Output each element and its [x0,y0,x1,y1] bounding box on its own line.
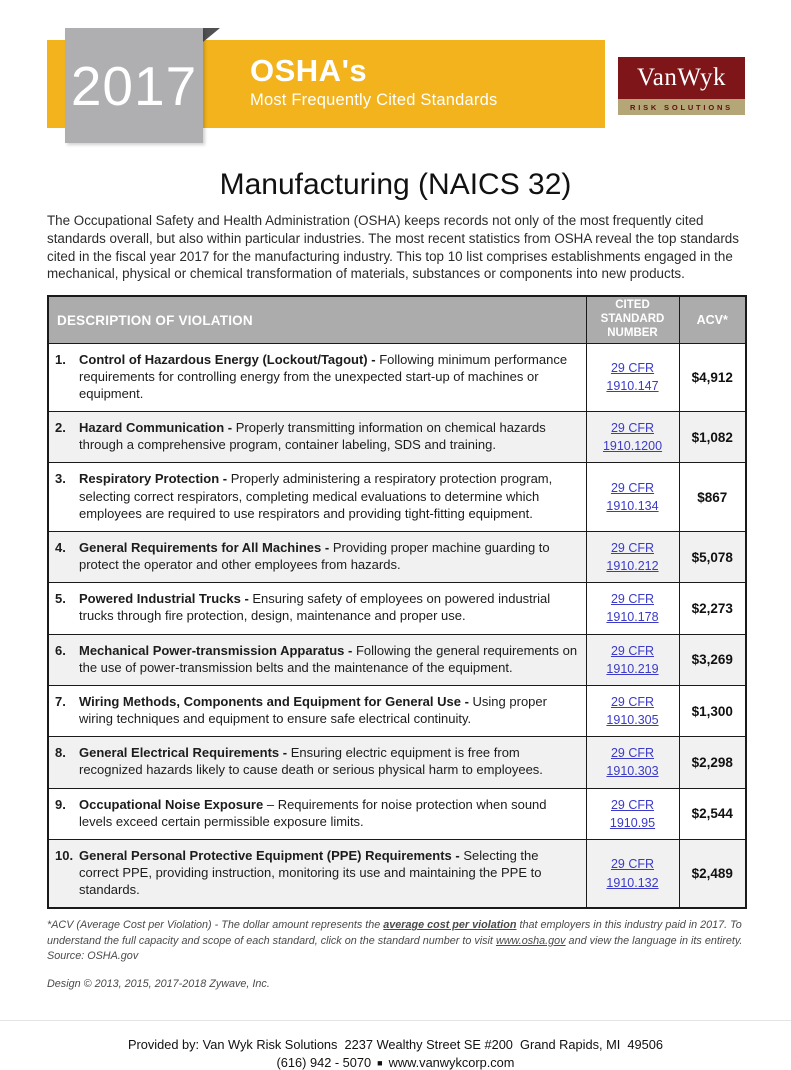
year-label: 2017 [70,54,198,117]
violation-title: Control of Hazardous Energy (Lockout/Tagout) [79,351,368,367]
vanwyk-logo-tagbar [618,99,745,115]
cfr-link[interactable]: 29 CFR 1910.95 [609,797,656,830]
row-number: 10. [55,847,74,863]
violation-text [79,419,578,453]
table-row [48,583,746,634]
row-number: 5. [55,591,66,607]
year-badge [65,28,203,143]
dash: - [219,471,231,487]
phone-number: (616) 942 - 5070 [276,1055,372,1070]
table-row [48,412,746,463]
document-page [0,28,791,1070]
row-number: 8. [55,745,66,761]
violation-title: Wiring Methods, Components and Equipment for General Use [79,693,461,709]
acv-footnote: *ACV (Average Cost per Violation) - The dollar amount represents the average cost per violation that employers in this industry paid in 2017. To understand the full capacity and scope of each standard, click on the standard number to visit www.osha.gov and view the language in its entirety. Source: OSHA.gov [47,919,743,962]
violation-text [79,351,578,402]
dash: - [240,591,253,607]
design-credit: Design © 2013, 2015, 2017-2018 Zywave, Inc. [47,978,270,991]
brand-title: OSHA's [250,53,368,88]
contact-line [0,1055,791,1070]
table-row [48,839,746,908]
violation-title: General Electrical Requirements [79,745,280,761]
website-link[interactable]: www.vanwykcorp.com [388,1055,515,1070]
violation-title: Hazard Communication [79,420,225,436]
violation-description: Properly administering a respiratory protection program, selecting correct respirators, completing medical evaluations to determine which employees are required to use respirators and providing tight-fitting equipment. [79,471,553,521]
violation-description: Selecting the correct PPE, providing instruction, monitoring its use and maintaining the PPE to standards. [79,847,542,898]
cfr-link[interactable]: 29 CFR 1910.219 [606,643,659,676]
vanwyk-logo-tagline: RISK SOLUTIONS [630,102,733,112]
violation-description: Properly transmitting information on chemical hazards through a comprehensive program, container labeling, SDS and training. [79,420,546,453]
row-number: 9. [55,796,66,812]
acv-value: $2,298 [679,737,746,788]
acv-value: $867 [679,463,746,531]
dash: - [279,745,291,761]
violation-title: Mechanical Power-transmission Apparatus [79,642,345,658]
cfr-link[interactable]: 29 CFR 1910.303 [606,746,659,779]
violation-text [79,847,578,898]
acv-value: $3,269 [679,634,746,685]
violation-title: General Requirements for All Machines [79,539,322,555]
dash: - [460,693,473,709]
table-row [48,737,746,788]
violation-description: Using proper wiring techniques and equipment to ensure safe electrical continuity. [79,693,547,727]
col-header-description: DESCRIPTION OF VIOLATION [48,296,586,343]
cfr-link[interactable]: 29 CFR 1910.305 [606,694,659,728]
acv-value: $4,912 [679,343,746,411]
violation-description: Following the general requirements on the use of power-transmission belts and the maintenance of the equipment. [79,642,578,675]
cfr-link[interactable]: 29 CFR 1910.132 [606,857,659,890]
acv-value: $1,300 [679,685,746,736]
violation-description: Following minimum performance requirements for controlling energy from the unexpected start-up of machines or equipment. [79,351,568,402]
violations-table [47,295,747,909]
violation-description: Ensuring safety of employees on powered industrial trucks through fire protection, design, maintenance and proper use. [79,591,551,624]
table-row [48,463,746,531]
footer [0,1020,791,1070]
violation-text [79,744,578,778]
violation-title: Respiratory Protection [79,471,220,487]
violation-description: Requirements for noise protection when sound levels exceed certain permissible exposure limits. [79,796,547,829]
brand-subtitle: Most Frequently Cited Standards [250,91,498,109]
acv-value: $5,078 [679,531,746,582]
acv-value: $2,489 [679,839,746,908]
provided-by-line: Provided by: Van Wyk Risk Solutions 2237 Wealthy Street SE #200 Grand Rapids, MI 49506 [127,1037,664,1053]
table-row [48,788,746,839]
row-number: 3. [55,471,66,487]
row-number: 6. [55,642,66,658]
violation-title: Occupational Noise Exposure [79,796,264,812]
violation-text [79,796,578,830]
dash: - [224,420,236,436]
square-bullet-icon: ■ [377,1058,383,1069]
acv-value: $2,273 [679,583,746,634]
violation-text [79,590,578,624]
acv-value: $1,082 [679,412,746,463]
dash: - [321,539,333,555]
vanwyk-logo [618,57,745,115]
violation-description: Ensuring electric equipment is free from recognized hazards likely to cause death or serious physical harm to employees. [79,745,543,778]
cfr-link[interactable]: 29 CFR 1910.1200 [602,421,663,454]
table-row [48,531,746,582]
cfr-link[interactable]: 29 CFR 1910.134 [606,481,659,514]
table-row [48,634,746,685]
masthead [47,28,745,146]
page-title: Manufacturing (NAICS 32) [219,168,572,201]
row-number: 1. [55,351,66,367]
col-header-acv: ACV* [679,296,746,343]
dash: - [344,642,356,658]
col-header-cited-standard: CITED STANDARD NUMBER [586,296,679,343]
row-number: 4. [55,539,66,555]
acv-value: $2,544 [679,788,746,839]
table-header-row [48,296,746,343]
table-row [48,343,746,411]
table-row [48,685,746,736]
cfr-link[interactable]: 29 CFR 1910.147 [606,361,659,394]
vanwyk-logo-main [618,57,745,99]
row-number: 7. [55,693,66,709]
footnote-emphasis: average cost per violation [383,919,517,932]
brand-text [250,53,497,110]
intro-paragraph: The Occupational Safety and Health Administration (OSHA) keeps records not only of the most frequently cited standards overall, but also within particular industries. The most recent statistics from OSHA reveal the top standards cited in the fiscal year 2017 for the manufacturing industry. This top 10 list comprises establishments engaged in the mechanical, physical or chemical transformation of materials, substances or components into new products. [47,213,739,282]
violation-text [79,470,578,521]
vanwyk-logo-name: VanWyk [637,64,726,91]
dash: - [367,351,380,367]
violation-title: Powered Industrial Trucks [79,591,241,607]
row-number: 2. [55,420,66,436]
ribbon-fold-icon [203,28,220,42]
violation-text [79,539,578,573]
dash: - [451,847,464,863]
cfr-link[interactable]: 29 CFR 1910.178 [606,592,659,625]
violation-text [79,693,578,727]
violation-title: General Personal Protective Equipment (PPE) Requirements [79,847,452,863]
dash: – [263,796,278,812]
cfr-link[interactable]: 29 CFR 1910.212 [606,540,659,574]
violation-text [79,642,578,676]
violation-description: Providing proper machine guarding to protect the operator and other employees from hazards. [79,539,550,573]
osha-gov-link[interactable]: www.osha.gov [495,934,566,947]
